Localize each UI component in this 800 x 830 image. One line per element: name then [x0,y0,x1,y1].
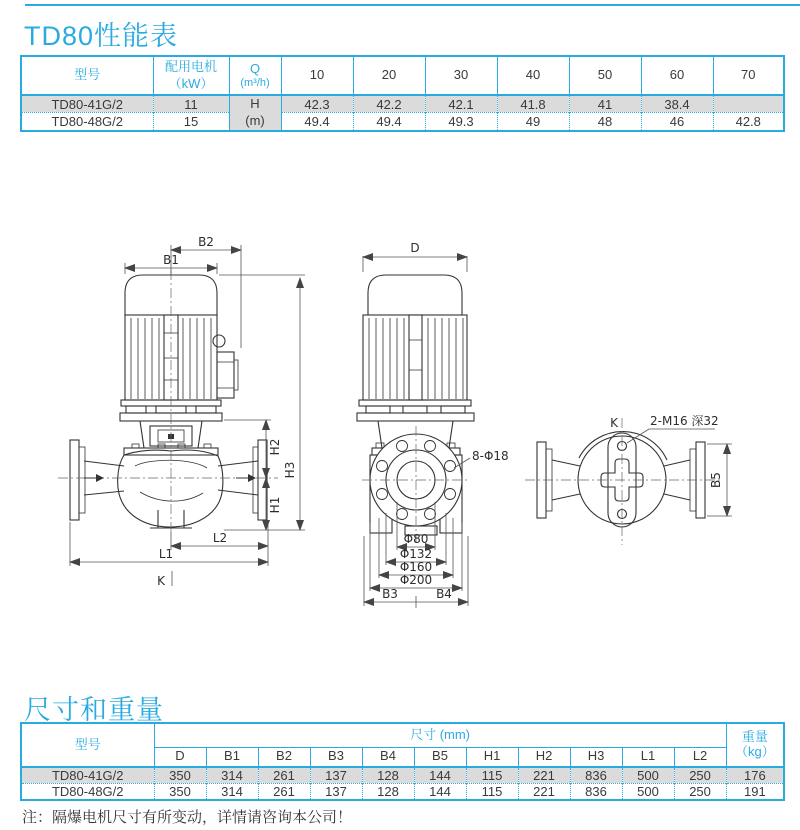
dim-label-b3: B3 [382,587,398,601]
dim-value-cell: 500 [622,767,674,784]
dim-value-cell: 221 [518,784,570,801]
col-header-weight-line1: 重量 [741,729,768,745]
flow-column-30: 30 [425,56,497,95]
flow-column-60: 60 [641,56,713,95]
head-value-cell: 41.8 [497,95,569,113]
dim-label-h3: H3 [283,461,297,479]
dim-label-k-top: K [610,416,618,430]
col-header-motor [153,56,229,95]
head-value-cell: 49 [497,113,569,131]
dim-label-l1: L1 [158,547,174,561]
head-value-cell: 42.2 [353,95,425,113]
model-cell: TD80-48G/2 [21,784,154,801]
dim-col-L2: L2 [674,747,726,767]
flow-column-20: 20 [353,56,425,95]
dim-value-cell: 250 [674,784,726,801]
lifting-eye-icon [213,335,225,347]
model-cell: TD80-41G/2 [21,767,154,784]
dim-value-cell: 314 [206,767,258,784]
dim-value-cell: 128 [362,767,414,784]
pump-side-view [58,270,278,535]
dim-label-d: D [410,241,420,255]
dim-col-H1: H1 [466,747,518,767]
dim-value-cell: 836 [570,784,622,801]
dim-value-cell: 144 [414,767,466,784]
head-value-cell: 48 [569,113,641,131]
dim-value-cell: 261 [258,784,310,801]
head-value-cell: 49.4 [353,113,425,131]
dim-label-h1: H1 [268,496,282,514]
flow-column-10: 10 [281,56,353,95]
dim-label-b2: B2 [198,235,214,249]
col-header-motor-line2: （kW） [168,75,214,91]
dimensions-row-td80-48 [21,784,784,801]
dim-label-dia160: Φ160 [399,560,433,574]
dim-col-B2: B2 [258,747,310,767]
flow-column-50: 50 [569,56,641,95]
pump-outline-drawing [20,230,780,645]
power-cell: 15 [153,113,229,131]
col-header-model: 型号 [21,723,154,767]
weight-value-cell: 176 [726,767,784,784]
col-header-model: 型号 [21,56,153,95]
suction-flange [70,440,79,520]
col-header-weight-line2: （kg） [734,744,775,759]
dim-col-H2: H2 [518,747,570,767]
head-value-cell: 42.3 [281,95,353,113]
head-value-cell: 41 [569,95,641,113]
dim-label-b5: B5 [709,472,723,488]
col-header-flow-line1: Q [249,60,261,76]
head-value-cell: 38.4 [641,95,713,113]
dim-col-B5: B5 [414,747,466,767]
dim-label-tapped-holes: 2-M16 深32 [650,414,719,428]
dim-label-dia80: Φ80 [403,532,429,546]
head-value-cell: 42.1 [425,95,497,113]
performance-row-td80-48 [21,113,784,131]
head-value-cell: 46 [641,113,713,131]
footnote: 注：隔爆电机尺寸有所变动，详情请咨询本公司！ [22,809,353,826]
dimensions-section-title: 尺寸和重量 [24,695,164,725]
dim-col-B3: B3 [310,747,362,767]
dim-value-cell: 115 [466,767,518,784]
side-view-dimensions [70,245,305,586]
dim-col-L1: L1 [622,747,674,767]
dim-value-cell: 137 [310,767,362,784]
model-cell: TD80-48G/2 [21,113,153,131]
dim-label-h2: H2 [268,438,282,456]
head-unit-line1: H [250,96,260,111]
col-header-motor-line1: 配用电机 [164,59,217,75]
dim-col-B4: B4 [362,747,414,767]
head-unit-cell [229,95,281,131]
dim-label-dia200: Φ200 [399,573,433,587]
dim-value-cell: 836 [570,767,622,784]
dim-label-k-side: K [157,574,165,588]
weight-value-cell: 191 [726,784,784,801]
motor-shaft-strip [409,315,422,400]
dim-value-cell: 221 [518,767,570,784]
dim-value-cell: 144 [414,784,466,801]
centerlines [525,418,720,545]
dim-value-cell: 250 [674,767,726,784]
volute-outline [118,455,223,527]
head-value-cell [713,95,784,113]
pump-top-view [525,418,720,545]
dim-label-dia132: Φ132 [399,547,433,561]
dim-col-D: D [154,747,206,767]
dim-label-l2: L2 [212,531,228,545]
dim-value-cell: 350 [154,784,206,801]
col-group-size-mm: 尺寸 (mm) [154,723,726,747]
top-rule [25,4,800,6]
motor-flange [359,400,471,406]
head-unit-line2: (m) [245,112,265,128]
col-header-flow [229,56,281,95]
dim-col-H3: H3 [570,747,622,767]
performance-section-title: TD80性能表 [24,21,179,51]
dim-value-cell: 128 [362,784,414,801]
head-value-cell: 49.4 [281,113,353,131]
terminal-box [217,352,234,398]
dimensions-header-row1 [21,723,784,747]
dim-label-b4: B4 [436,587,452,601]
power-cell: 11 [153,95,229,113]
dim-value-cell: 500 [622,784,674,801]
dim-label-b1: B1 [163,253,179,267]
dimensions-table [20,722,785,801]
flow-column-40: 40 [497,56,569,95]
dim-value-cell: 115 [466,784,518,801]
dim-value-cell: 350 [154,767,206,784]
performance-table [20,55,785,132]
col-header-weight [726,723,784,767]
head-value-cell: 49.3 [425,113,497,131]
col-header-flow-line2: (m³/h) [240,76,270,89]
dim-value-cell: 314 [206,784,258,801]
pump-front-view [357,275,474,542]
dimensions-row-td80-41 [21,767,784,784]
flow-column-70: 70 [713,56,784,95]
dim-col-B1: B1 [206,747,258,767]
dim-value-cell: 137 [310,784,362,801]
dim-value-cell: 261 [258,767,310,784]
centerlines [58,270,278,535]
performance-header-row [21,56,784,95]
mounting-plate [357,413,474,421]
head-value-cell: 42.8 [713,113,784,131]
motor-dome [368,275,462,315]
model-cell: TD80-41G/2 [21,95,153,113]
dim-label-bolt-holes: 8-Φ18 [472,449,509,463]
performance-row-td80-41 [21,95,784,113]
